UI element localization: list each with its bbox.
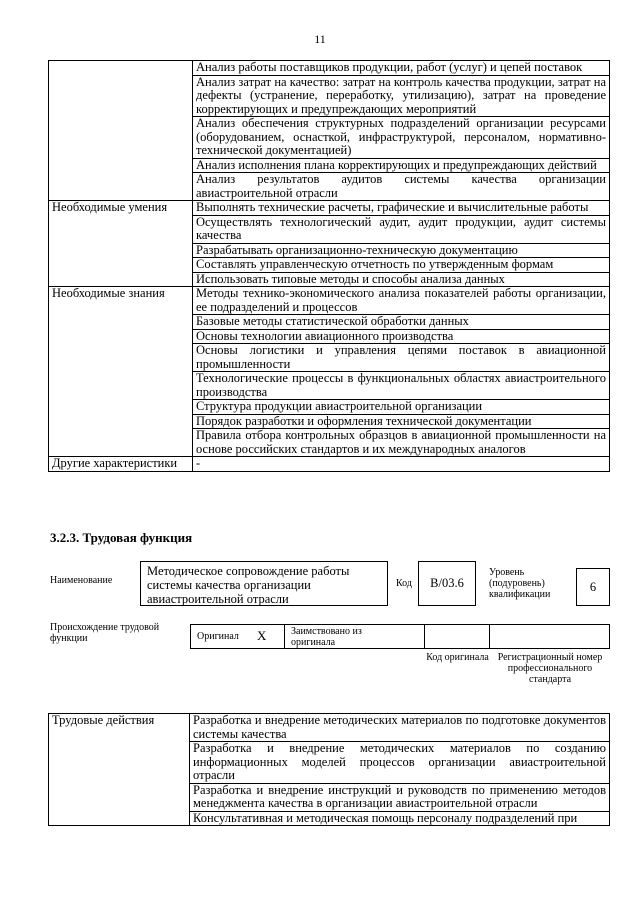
- table-row: [49, 201, 610, 216]
- code-label: Код: [396, 578, 412, 589]
- borrowed-label: Заимствовано из оригинала: [291, 626, 362, 648]
- code-value-box: B/03.6: [418, 561, 476, 606]
- name-label: Наименование: [50, 575, 113, 586]
- row-description: Осуществлять технологический аудит, аудит продукции, аудит системы качества: [193, 215, 610, 243]
- table-row: [49, 714, 610, 742]
- row-description: Анализ исполнения плана корректирующих и предупреждающих действий: [193, 158, 610, 173]
- code-caption: Код оригинала: [426, 652, 489, 663]
- row-category: Необходимые знания: [49, 287, 193, 457]
- row-description: Порядок разработки и оформления технической документации: [193, 414, 610, 429]
- original-mark: X: [257, 628, 267, 643]
- qualification-level-label: Уровень (подуровень) квалификации: [489, 567, 551, 600]
- row-description: Составлять управленческую отчетность по утвержденным формам: [193, 258, 610, 273]
- table-row: [49, 61, 610, 76]
- divider: [284, 625, 285, 648]
- row-category: Трудовые действия: [49, 714, 190, 826]
- reg-number-caption: Регистрационный номер профессионального стандарта: [497, 652, 603, 685]
- row-description: Разработка и внедрение методических материалов по подготовке документов системы качества: [190, 714, 610, 742]
- row-description: Анализ затрат на качество: затрат на контроль качества продукции, затрат на дефекты (устранение, переработку, утилизацию), затрат на проведение корректирующих и предупреждающих мероприятий: [193, 75, 610, 117]
- row-description: -: [193, 457, 610, 472]
- row-description: Разработка и внедрение инструкций и руководств по применению методов менеджмента качества в организации авиастроительной отрасли: [190, 783, 610, 811]
- row-description: Анализ обеспечения структурных подразделений организации ресурсами (оборудованием, оснасткой, инфраструктурой, персоналом, нормативно-технической документацией): [193, 117, 610, 159]
- row-category: [49, 61, 193, 201]
- competency-table: [48, 60, 610, 472]
- function-name-box: Методическое сопровождение работы системы качества организации авиастроительной отрасли: [140, 561, 388, 606]
- row-category: Другие характеристики: [49, 457, 193, 472]
- row-description: Анализ работы поставщиков продукции, работ (услуг) и цепей поставок: [193, 61, 610, 76]
- labor-actions-table: [48, 713, 610, 826]
- row-description: Разработка и внедрение методических материалов по созданию информационных моделей процессов организации авиастроительной отрасли: [190, 742, 610, 784]
- divider: [489, 625, 490, 648]
- row-description: Основы логистики и управления цепями поставок в авиационной промышленности: [193, 344, 610, 372]
- row-category: Необходимые умения: [49, 201, 193, 287]
- row-description: Разрабатывать организационно-техническую документацию: [193, 243, 610, 258]
- divider: [424, 625, 425, 648]
- row-description: Структура продукции авиастроительной организации: [193, 400, 610, 415]
- original-label: Оригинал: [197, 631, 239, 642]
- row-description: Основы технологии авиационного производства: [193, 329, 610, 344]
- origin-label: Происхождение трудовой функции: [50, 622, 160, 644]
- row-description: Базовые методы статистической обработки данных: [193, 315, 610, 330]
- section-heading: 3.2.3. Трудовая функция: [50, 530, 193, 545]
- row-description: Анализ результатов аудитов системы качества организации авиастроительной отрасли: [193, 173, 610, 201]
- qualification-level-box: 6: [576, 568, 610, 606]
- table-row: [49, 287, 610, 315]
- page-number: 11: [314, 32, 326, 46]
- row-description: Методы технико-экономического анализа показателей работы организации, ее подразделений и процессов: [193, 287, 610, 315]
- row-description: Выполнять технические расчеты, графические и вычислительные работы: [193, 201, 610, 216]
- row-description: Технологические процессы в функциональных областях авиастроительного производства: [193, 372, 610, 400]
- row-description: Консультативная и методическая помощь персоналу подразделений при: [190, 811, 610, 826]
- row-description: Правила отбора контрольных образцов в авиационной промышленности на основе российских стандартов и их международных аналогов: [193, 429, 610, 457]
- origin-box: [190, 624, 610, 649]
- row-description: Использовать типовые методы и способы анализа данных: [193, 272, 610, 287]
- table-row: [49, 457, 610, 472]
